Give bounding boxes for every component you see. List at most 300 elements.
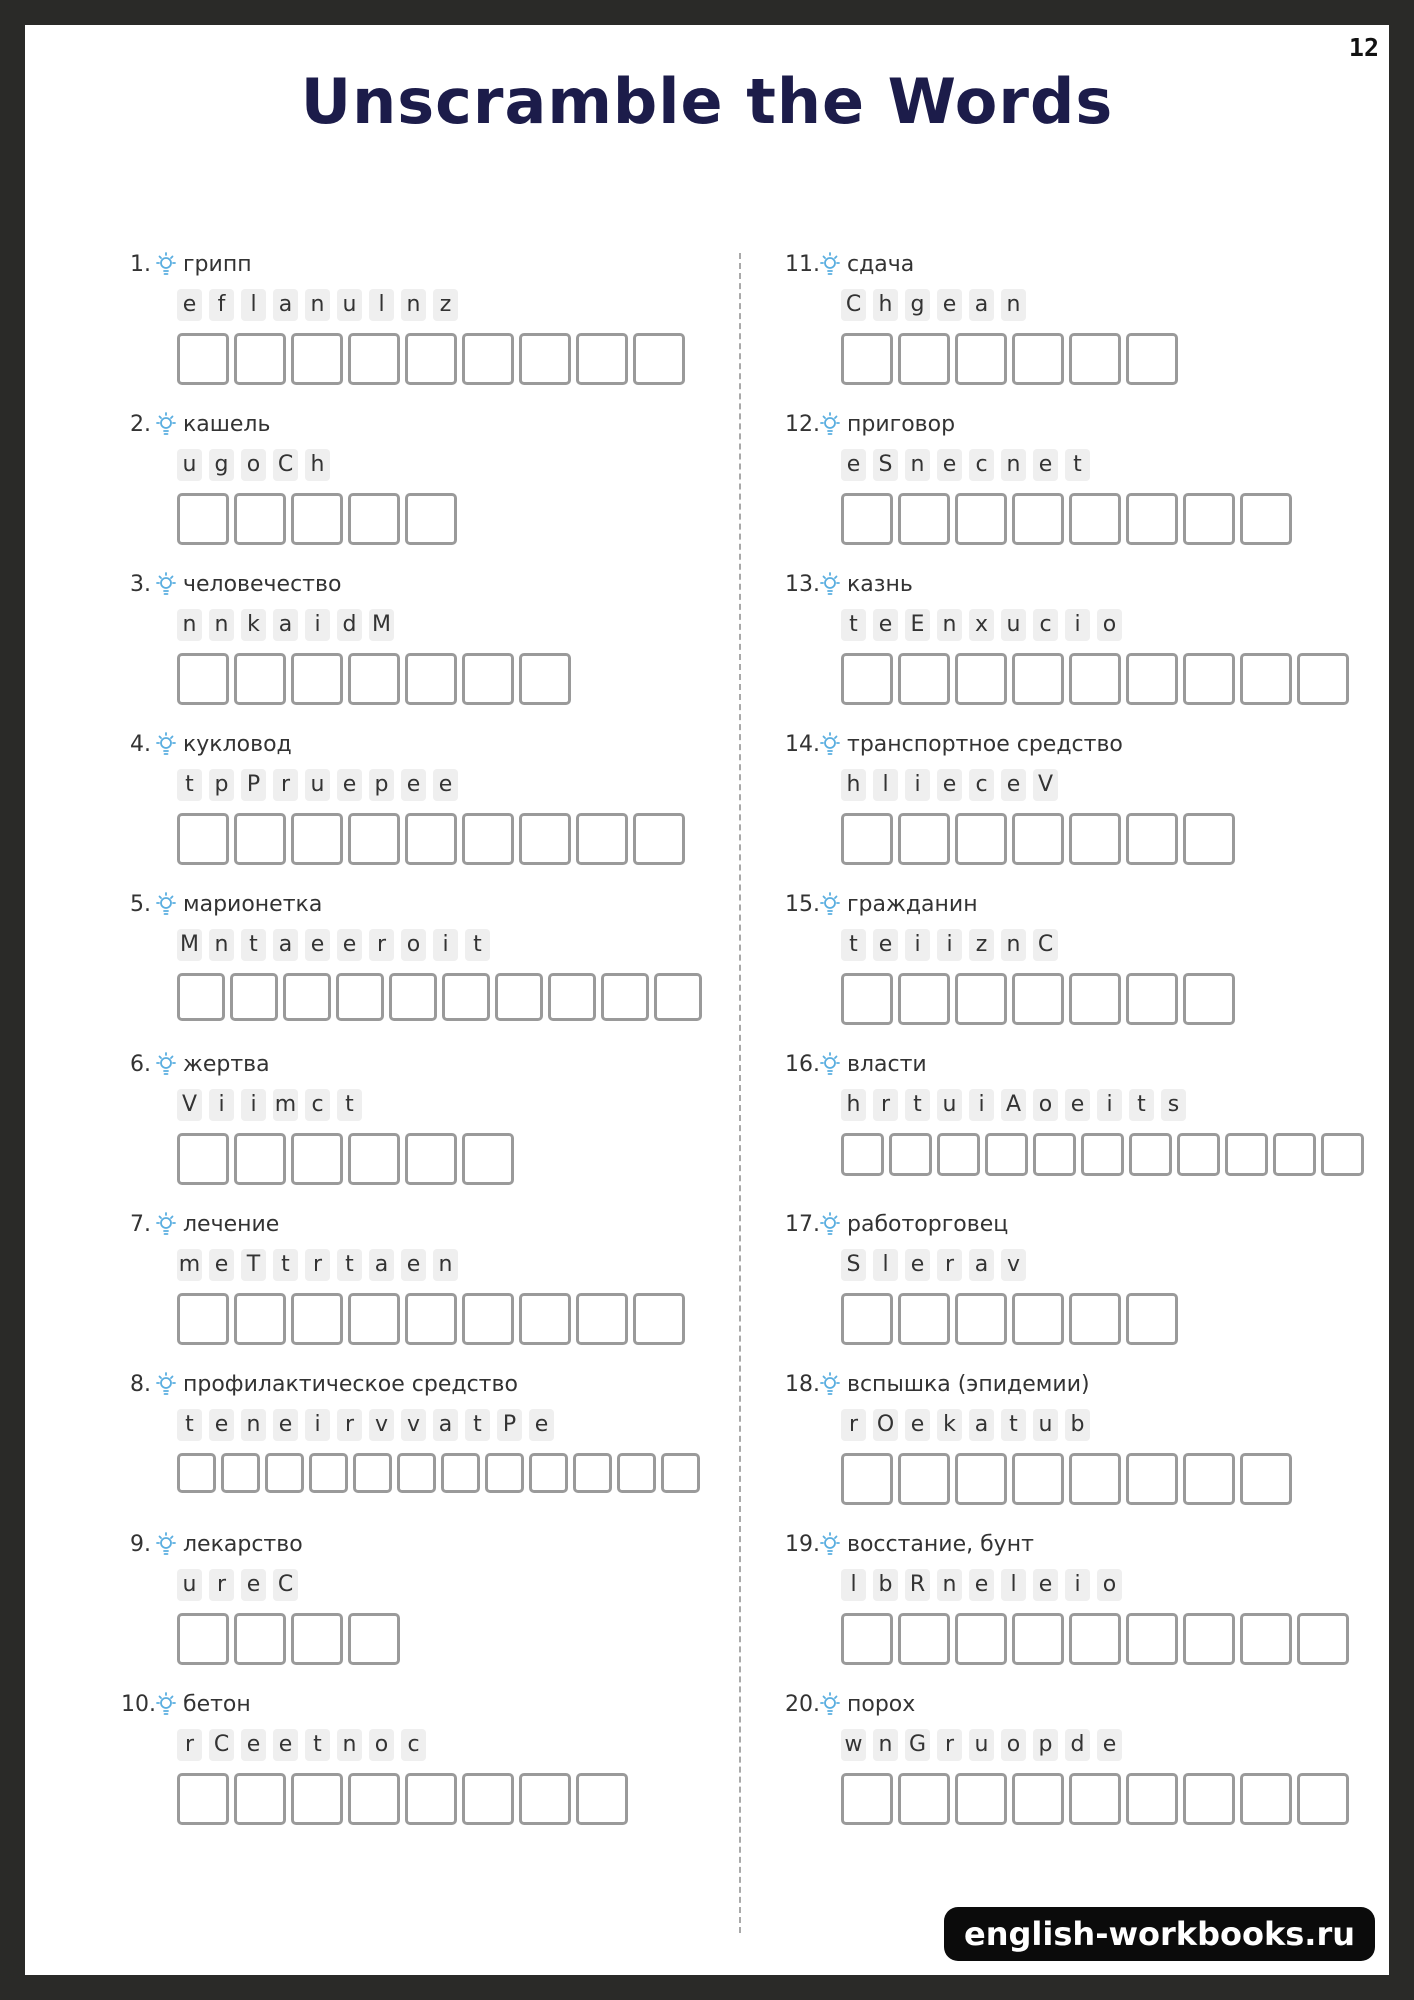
letter-tile: x: [969, 609, 994, 641]
answer-box[interactable]: [1012, 813, 1064, 865]
letter-tile: e: [873, 929, 898, 961]
answer-box[interactable]: [661, 1453, 700, 1493]
scrambled-letters: [841, 609, 1129, 641]
letter-tile: r: [937, 1249, 962, 1281]
letter-tile: n: [1001, 289, 1026, 321]
answer-box[interactable]: [1183, 1613, 1235, 1665]
exercise-item: [785, 567, 1345, 727]
answer-box[interactable]: [898, 1613, 950, 1665]
answer-box[interactable]: [1126, 1293, 1178, 1345]
answer-box[interactable]: [1126, 1613, 1178, 1665]
answer-box[interactable]: [177, 973, 225, 1021]
answer-box[interactable]: [291, 1133, 343, 1185]
letter-tile: e: [401, 1249, 426, 1281]
answer-box[interactable]: [234, 333, 286, 385]
answer-box[interactable]: [1069, 1613, 1121, 1665]
answer-box[interactable]: [519, 1293, 571, 1345]
answer-box[interactable]: [353, 1453, 392, 1493]
answer-box[interactable]: [1069, 1453, 1121, 1505]
answer-box[interactable]: [1297, 1613, 1349, 1665]
answer-box[interactable]: [955, 653, 1007, 705]
letter-tile: e: [337, 929, 362, 961]
answer-box[interactable]: [898, 973, 950, 1025]
letter-tile: h: [305, 449, 330, 481]
answer-box[interactable]: [1240, 1773, 1292, 1825]
letter-tile: e: [937, 289, 962, 321]
scrambled-letters: [177, 1409, 561, 1441]
answer-box[interactable]: [548, 973, 596, 1021]
letter-tile: r: [305, 1249, 330, 1281]
answer-box[interactable]: [442, 973, 490, 1021]
letter-tile: o: [401, 929, 426, 961]
exercise-number: 16.: [785, 1051, 820, 1077]
lightbulb-icon: [817, 1211, 843, 1237]
answer-box[interactable]: [889, 1133, 932, 1176]
letter-tile: c: [401, 1729, 426, 1761]
answer-box[interactable]: [348, 493, 400, 545]
answer-box[interactable]: [389, 973, 437, 1021]
answer-box[interactable]: [955, 813, 1007, 865]
answer-box[interactable]: [1321, 1133, 1364, 1176]
answer-box[interactable]: [348, 1773, 400, 1825]
answer-box[interactable]: [291, 1613, 343, 1665]
answer-box[interactable]: [841, 1613, 893, 1665]
answer-box[interactable]: [291, 493, 343, 545]
answer-box[interactable]: [1126, 333, 1178, 385]
answer-box[interactable]: [462, 1773, 514, 1825]
letter-tile: C: [841, 289, 866, 321]
answer-box[interactable]: [955, 1773, 1007, 1825]
scrambled-letters: [841, 1249, 1033, 1281]
answer-box[interactable]: [1126, 1773, 1178, 1825]
letter-tile: l: [1001, 1569, 1026, 1601]
exercise-header: [785, 407, 955, 441]
letter-tile: m: [177, 1249, 202, 1281]
answer-box[interactable]: [177, 813, 229, 865]
answer-box[interactable]: [985, 1133, 1028, 1176]
answer-box[interactable]: [177, 333, 229, 385]
scrambled-letters: [177, 769, 465, 801]
answer-box[interactable]: [462, 653, 514, 705]
letter-tile: e: [1097, 1729, 1122, 1761]
letter-tile: h: [841, 769, 866, 801]
letter-tile: V: [177, 1089, 202, 1121]
letter-tile: d: [337, 609, 362, 641]
answer-box[interactable]: [1012, 1453, 1064, 1505]
answer-box[interactable]: [633, 333, 685, 385]
letter-tile: t: [465, 929, 490, 961]
letter-tile: a: [433, 1409, 458, 1441]
answer-box[interactable]: [177, 653, 229, 705]
letter-tile: C: [1033, 929, 1058, 961]
answer-box[interactable]: [633, 813, 685, 865]
answer-box[interactable]: [1240, 493, 1292, 545]
letter-tile: c: [969, 449, 994, 481]
answer-box[interactable]: [405, 333, 457, 385]
answer-box[interactable]: [1129, 1133, 1172, 1176]
answer-box[interactable]: [462, 1293, 514, 1345]
answer-box[interactable]: [1012, 333, 1064, 385]
exercise-item: [121, 727, 681, 887]
answer-box[interactable]: [1183, 973, 1235, 1025]
answer-box[interactable]: [462, 333, 514, 385]
letter-tile: t: [841, 609, 866, 641]
answer-box[interactable]: [1297, 653, 1349, 705]
answer-box[interactable]: [485, 1453, 524, 1493]
letter-tile: d: [1065, 1729, 1090, 1761]
answer-box[interactable]: [1012, 1773, 1064, 1825]
answer-box[interactable]: [1177, 1133, 1220, 1176]
answer-box[interactable]: [841, 653, 893, 705]
answer-box[interactable]: [348, 1613, 400, 1665]
letter-tile: e: [305, 929, 330, 961]
exercise-header: [121, 1207, 279, 1241]
answer-box[interactable]: [1012, 653, 1064, 705]
scrambled-letters: [177, 609, 401, 641]
exercise-item: [785, 247, 1345, 407]
answer-box[interactable]: [234, 1133, 286, 1185]
answer-box[interactable]: [265, 1453, 304, 1493]
letter-tile: a: [273, 289, 298, 321]
scrambled-letters: [841, 1729, 1129, 1761]
answer-box[interactable]: [519, 653, 571, 705]
answer-box[interactable]: [177, 1293, 229, 1345]
answer-boxes: [177, 1453, 705, 1493]
letter-tile: n: [1001, 929, 1026, 961]
answer-box[interactable]: [1012, 1613, 1064, 1665]
letter-tile: o: [1097, 609, 1122, 641]
exercise-header: [785, 1367, 1090, 1401]
answer-box[interactable]: [573, 1453, 612, 1493]
answer-box[interactable]: [841, 973, 893, 1025]
answer-box[interactable]: [462, 813, 514, 865]
letter-tile: e: [529, 1409, 554, 1441]
scrambled-letters: [177, 1729, 433, 1761]
lightbulb-icon: [817, 891, 843, 917]
letter-tile: l: [241, 289, 266, 321]
letter-tile: p: [1033, 1729, 1058, 1761]
exercise-item: [785, 1207, 1345, 1367]
answer-box[interactable]: [405, 1133, 457, 1185]
letter-tile: z: [433, 289, 458, 321]
answer-box[interactable]: [177, 1453, 216, 1493]
exercise-item: [121, 1207, 681, 1367]
footer-badge: english-workbooks.ru: [944, 1907, 1375, 1961]
answer-box[interactable]: [955, 973, 1007, 1025]
letter-tile: r: [337, 1409, 362, 1441]
answer-box[interactable]: [230, 973, 278, 1021]
letter-tile: n: [1001, 449, 1026, 481]
letter-tile: u: [305, 769, 330, 801]
letter-tile: l: [841, 1569, 866, 1601]
answer-box[interactable]: [1183, 493, 1235, 545]
letter-tile: f: [209, 289, 234, 321]
letter-tile: t: [177, 769, 202, 801]
exercise-number: 6.: [130, 1051, 151, 1077]
exercise-header: [785, 887, 978, 921]
exercise-number: 19.: [785, 1531, 820, 1557]
answer-box[interactable]: [841, 1773, 893, 1825]
answer-box[interactable]: [654, 973, 702, 1021]
answer-box[interactable]: [177, 1133, 229, 1185]
worksheet-page: [25, 25, 1389, 1975]
lightbulb-icon: [153, 411, 179, 437]
answer-box[interactable]: [397, 1453, 436, 1493]
answer-box[interactable]: [955, 1613, 1007, 1665]
answer-box[interactable]: [336, 973, 384, 1021]
exercise-number: 8.: [130, 1371, 151, 1397]
answer-boxes: [841, 1773, 1354, 1825]
answer-box[interactable]: [234, 1613, 286, 1665]
answer-box[interactable]: [519, 1773, 571, 1825]
answer-box[interactable]: [348, 1293, 400, 1345]
answer-box[interactable]: [1033, 1133, 1076, 1176]
letter-tile: e: [1033, 449, 1058, 481]
answer-boxes: [841, 653, 1354, 705]
exercise-number: 5.: [130, 891, 151, 917]
answer-box[interactable]: [1126, 493, 1178, 545]
letter-tile: u: [337, 289, 362, 321]
answer-box[interactable]: [841, 493, 893, 545]
letter-tile: C: [273, 449, 298, 481]
lightbulb-icon: [153, 1691, 179, 1717]
answer-box[interactable]: [898, 813, 950, 865]
answer-boxes: [841, 1133, 1369, 1176]
answer-box[interactable]: [348, 653, 400, 705]
letter-tile: o: [369, 1729, 394, 1761]
answer-box[interactable]: [576, 333, 628, 385]
answer-box[interactable]: [601, 973, 649, 1021]
letter-tile: z: [969, 929, 994, 961]
answer-box[interactable]: [405, 493, 457, 545]
hint-text: бетон: [183, 1691, 251, 1717]
answer-box[interactable]: [348, 1133, 400, 1185]
lightbulb-icon: [153, 1371, 179, 1397]
answer-box[interactable]: [291, 813, 343, 865]
exercise-item: [785, 407, 1345, 567]
answer-box[interactable]: [841, 333, 893, 385]
letter-tile: a: [273, 929, 298, 961]
letter-tile: h: [873, 289, 898, 321]
exercise-number: 12.: [785, 411, 820, 437]
exercise-item: [121, 1367, 681, 1527]
exercise-number: 13.: [785, 571, 820, 597]
answer-box[interactable]: [1126, 1453, 1178, 1505]
answer-box[interactable]: [1183, 813, 1235, 865]
exercise-header: [121, 887, 322, 921]
letter-tile: e: [1001, 769, 1026, 801]
exercise-number: 9.: [130, 1531, 151, 1557]
letter-tile: i: [305, 1409, 330, 1441]
letter-tile: t: [273, 1249, 298, 1281]
scrambled-letters: [841, 1569, 1129, 1601]
letter-tile: g: [209, 449, 234, 481]
answer-box[interactable]: [898, 333, 950, 385]
answer-box[interactable]: [1183, 653, 1235, 705]
hint-text: приговор: [847, 411, 956, 437]
letter-tile: e: [937, 449, 962, 481]
answer-box[interactable]: [234, 1773, 286, 1825]
lightbulb-icon: [817, 251, 843, 277]
letter-tile: e: [905, 1249, 930, 1281]
answer-box[interactable]: [633, 1293, 685, 1345]
letter-tile: n: [905, 449, 930, 481]
letter-tile: a: [969, 1249, 994, 1281]
exercise-item: [785, 727, 1345, 887]
answer-box[interactable]: [898, 1293, 950, 1345]
letter-tile: n: [433, 1249, 458, 1281]
answer-box[interactable]: [841, 1133, 884, 1176]
answer-box[interactable]: [283, 973, 331, 1021]
answer-box[interactable]: [841, 1453, 893, 1505]
exercise-header: [785, 1527, 1034, 1561]
letter-tile: l: [873, 1249, 898, 1281]
answer-box[interactable]: [529, 1453, 568, 1493]
letter-tile: e: [905, 1409, 930, 1441]
answer-box[interactable]: [617, 1453, 656, 1493]
letter-tile: e: [337, 769, 362, 801]
answer-box[interactable]: [291, 333, 343, 385]
answer-box[interactable]: [1069, 1293, 1121, 1345]
letter-tile: n: [209, 609, 234, 641]
answer-box[interactable]: [291, 653, 343, 705]
letter-tile: p: [369, 769, 394, 801]
exercise-item: [785, 1687, 1345, 1847]
answer-box[interactable]: [1012, 1293, 1064, 1345]
answer-box[interactable]: [576, 1773, 628, 1825]
answer-box[interactable]: [1273, 1133, 1316, 1176]
answer-box[interactable]: [955, 333, 1007, 385]
answer-box[interactable]: [576, 1293, 628, 1345]
letter-tile: u: [1001, 609, 1026, 641]
answer-box[interactable]: [405, 1773, 457, 1825]
answer-box[interactable]: [898, 653, 950, 705]
letter-tile: e: [241, 1729, 266, 1761]
answer-box[interactable]: [1240, 1613, 1292, 1665]
letter-tile: e: [273, 1409, 298, 1441]
exercise-item: [785, 887, 1345, 1047]
answer-box[interactable]: [1240, 1453, 1292, 1505]
answer-box[interactable]: [1069, 973, 1121, 1025]
letter-tile: i: [1065, 609, 1090, 641]
letter-tile: r: [841, 1409, 866, 1441]
exercise-header: [121, 1527, 303, 1561]
answer-box[interactable]: [234, 493, 286, 545]
hint-text: гражданин: [847, 891, 978, 917]
answer-box[interactable]: [405, 813, 457, 865]
answer-box[interactable]: [1126, 653, 1178, 705]
answer-box[interactable]: [441, 1453, 480, 1493]
letter-tile: i: [905, 769, 930, 801]
letter-tile: a: [969, 1409, 994, 1441]
answer-box[interactable]: [405, 1293, 457, 1345]
lightbulb-icon: [817, 731, 843, 757]
answer-box[interactable]: [1069, 813, 1121, 865]
letter-tile: o: [241, 449, 266, 481]
answer-box[interactable]: [234, 813, 286, 865]
answer-box[interactable]: [1012, 973, 1064, 1025]
answer-box[interactable]: [234, 1293, 286, 1345]
letter-tile: v: [369, 1409, 394, 1441]
letter-tile: A: [1001, 1089, 1026, 1121]
answer-box[interactable]: [1081, 1133, 1124, 1176]
letter-tile: t: [337, 1249, 362, 1281]
answer-box[interactable]: [576, 813, 628, 865]
letter-tile: k: [241, 609, 266, 641]
answer-box[interactable]: [898, 493, 950, 545]
answer-box[interactable]: [1126, 973, 1178, 1025]
answer-box[interactable]: [221, 1453, 260, 1493]
answer-box[interactable]: [1297, 1773, 1349, 1825]
answer-box[interactable]: [177, 1773, 229, 1825]
exercise-number: 17.: [785, 1211, 820, 1237]
answer-box[interactable]: [291, 1773, 343, 1825]
exercise-item: [121, 887, 681, 1047]
answer-box[interactable]: [841, 1293, 893, 1345]
answer-box[interactable]: [291, 1293, 343, 1345]
letter-tile: u: [969, 1729, 994, 1761]
answer-box[interactable]: [309, 1453, 348, 1493]
answer-box[interactable]: [462, 1133, 514, 1185]
letter-tile: c: [1033, 609, 1058, 641]
answer-box[interactable]: [1183, 1453, 1235, 1505]
letter-tile: v: [1001, 1249, 1026, 1281]
answer-box[interactable]: [1240, 653, 1292, 705]
answer-box[interactable]: [1069, 333, 1121, 385]
letter-tile: M: [177, 929, 202, 961]
exercise-number: 14.: [785, 731, 820, 757]
exercise-header: [785, 1047, 927, 1081]
exercise-item: [785, 1367, 1345, 1527]
answer-box[interactable]: [955, 1453, 1007, 1505]
answer-box[interactable]: [955, 1293, 1007, 1345]
answer-box[interactable]: [519, 813, 571, 865]
answer-box[interactable]: [348, 333, 400, 385]
answer-box[interactable]: [898, 1453, 950, 1505]
letter-tile: e: [1033, 1569, 1058, 1601]
answer-box[interactable]: [519, 333, 571, 385]
answer-box[interactable]: [937, 1133, 980, 1176]
hint-text: порох: [847, 1691, 916, 1717]
answer-box[interactable]: [1012, 493, 1064, 545]
letter-tile: C: [209, 1729, 234, 1761]
answer-box[interactable]: [177, 1613, 229, 1665]
answer-box[interactable]: [348, 813, 400, 865]
letter-tile: u: [1033, 1409, 1058, 1441]
exercise-number: 1.: [130, 251, 151, 277]
answer-box[interactable]: [1183, 1773, 1235, 1825]
exercise-header: [121, 1367, 518, 1401]
answer-box[interactable]: [1225, 1133, 1268, 1176]
answer-box[interactable]: [405, 653, 457, 705]
answer-box[interactable]: [1069, 493, 1121, 545]
answer-box[interactable]: [495, 973, 543, 1021]
answer-box[interactable]: [1069, 1773, 1121, 1825]
scrambled-letters: [177, 449, 337, 481]
letter-tile: n: [937, 1569, 962, 1601]
answer-box[interactable]: [955, 493, 1007, 545]
answer-box[interactable]: [1126, 813, 1178, 865]
answer-box[interactable]: [1069, 653, 1121, 705]
answer-box[interactable]: [177, 493, 229, 545]
hint-text: человечество: [183, 571, 342, 597]
answer-box[interactable]: [234, 653, 286, 705]
answer-boxes: [841, 1293, 1183, 1345]
hint-text: профилактическое средство: [183, 1371, 518, 1397]
answer-box[interactable]: [898, 1773, 950, 1825]
exercise-header: [121, 567, 341, 601]
answer-box[interactable]: [841, 813, 893, 865]
